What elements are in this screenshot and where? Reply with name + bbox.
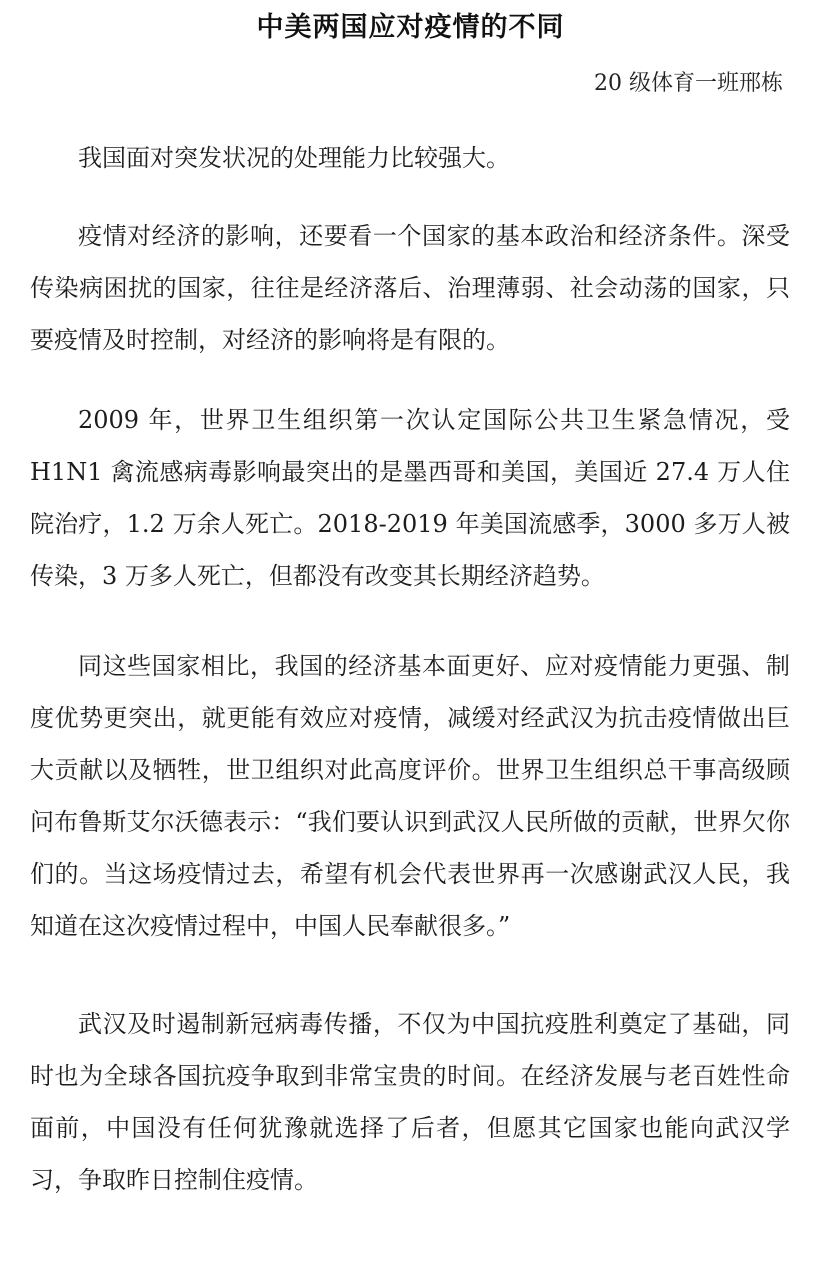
author-line: 20 级体育一班邢栋: [594, 71, 783, 96]
paragraph: 武汉及时遏制新冠病毒传播，不仅为中国抗疫胜利奠定了基础，同时也为全球各国抗疫争取到非常宝贵的时间。在经济发展与老百姓性命面前，中国没有任何犹豫就选择了后者，但愿其它国家也能向武汉学习，争取昨日控制住疫情。: [30, 1010, 790, 1194]
paragraph: 2009 年，世界卫生组织第一次认定国际公共卫生紧急情况，受 H1N1 禽流感病毒影响最突出的是墨西哥和美国，美国近 27.4 万人住院治疗，1.2 万余人死亡。2018-2019 年美国流感季，3000 多万人被传染，3 万多人死亡，但都没有改变其长期经济趋势。: [30, 406, 790, 590]
paragraph: 同这些国家相比，我国的经济基本面更好、应对疫情能力更强、制度优势更突出，就更能有效应对疫情，减缓对经武汉为抗击疫情做出巨大贡献以及牺牲，世卫组织对此高度评价。世界卫生组织总干事高级顾问布鲁斯艾尔沃德表示：“我们要认识到武汉人民所做的贡献，世界欠你们的。当这场疫情过去，希望有机会代表世界再一次感谢武汉人民，我知道在这次疫情过程中，中国人民奉献很多。”: [30, 652, 790, 940]
document-title: 中美两国应对疫情的不同: [256, 12, 565, 43]
paragraph: 我国面对突发状况的处理能力比较强大。: [78, 144, 510, 172]
paragraph: 疫情对经济的影响，还要看一个国家的基本政治和经济条件。深受传染病困扰的国家，往往是经济落后、治理薄弱、社会动荡的国家，只要疫情及时控制，对经济的影响将是有限的。: [30, 222, 790, 354]
